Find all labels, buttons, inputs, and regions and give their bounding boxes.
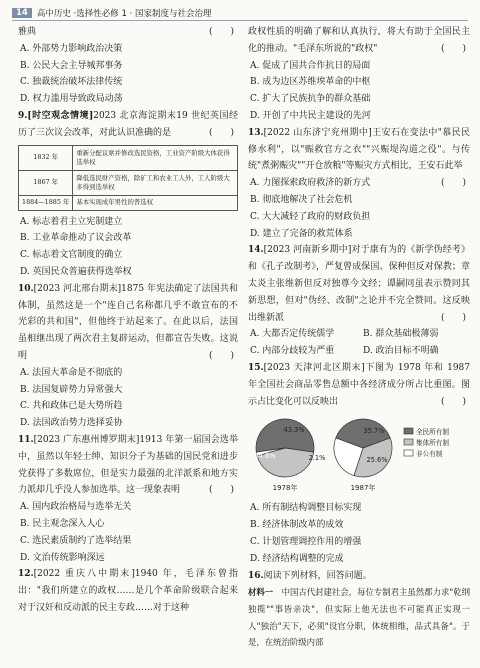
- table-row: [19, 170, 238, 195]
- chart-year-label: 1978年: [272, 484, 298, 493]
- question-text: [2023 广东惠州博罗期末]1913 年第一届国会选举中，虽然以年轻士绅、知识分子为基础的国民党和进步党获得了多数席位，但是实力最强的北洋派系和地方实力派却几乎没人参加选举。这一现象表明: [18, 434, 238, 496]
- question-16-stem: [248, 568, 470, 585]
- data-label: 54.6%: [254, 452, 276, 461]
- q8-stem-text: 雅典: [18, 27, 37, 37]
- reform-table: [18, 145, 238, 211]
- question-11-options: [18, 499, 238, 566]
- option-c: C. 扩大了民族抗争的群众基础: [250, 94, 371, 105]
- option-a: A. 所有制结构调整目标实现: [250, 503, 362, 514]
- pie-chart-svg: [248, 412, 470, 496]
- question-text: 政权性质的明确了解和认真执行，将大有助于全国民主化的推动。"毛泽东所说的"政权": [248, 27, 470, 54]
- table-text: 基本实现成年男性的普选权: [73, 195, 238, 210]
- question-number: 12.: [18, 569, 34, 580]
- question-tag: [时空观念情境]: [27, 110, 94, 121]
- question-15-stem: [248, 360, 470, 410]
- material-one: [248, 584, 470, 650]
- question-number: 15.: [248, 362, 264, 373]
- option-b: B. 成为边区苏维埃革命的中枢: [250, 77, 371, 88]
- option-c: C. 标志着文官制度的确立: [20, 250, 123, 261]
- question-13-options: [248, 175, 470, 242]
- header-rule: [12, 20, 468, 21]
- left-column: [18, 24, 238, 617]
- table-row: [19, 145, 238, 170]
- legend-label: 全民所有制: [416, 428, 449, 437]
- question-8-options: [18, 41, 238, 108]
- option-b: B. 彻底地解决了社会危机: [250, 194, 353, 205]
- option-a: A. 法国大革命是不彻底的: [20, 367, 123, 378]
- legend-swatch: [404, 428, 413, 434]
- question-10-options: [18, 365, 238, 432]
- question-14-options: [248, 326, 470, 360]
- option-d: D. 英国民众普遍获得选举权: [20, 266, 132, 277]
- legend-swatch: [404, 439, 413, 445]
- question-10-stem: [18, 281, 238, 365]
- page-header: [12, 4, 468, 21]
- question-text: 阅读下列材料，回答问题。: [263, 570, 372, 581]
- question-12-stem: [18, 566, 238, 616]
- legend-label: 非公有制: [416, 450, 443, 459]
- option-c: C. 独裁统治破坏法律传统: [20, 77, 123, 88]
- question-text: [2023 天津河北区期末]下图为 1978 年和 1987 年全国社会商品零售总额中各经济成分所占比重图。图示占比变化可以反映出: [248, 362, 470, 407]
- option-a: A. 力图探索政府救济的新方式: [250, 178, 371, 189]
- option-d: D. 文治传统影响深远: [20, 552, 105, 563]
- data-label: 35.7%: [363, 427, 385, 436]
- option-a: A. 标志着君主立宪制建立: [20, 216, 123, 227]
- question-number: 13.: [248, 127, 264, 138]
- table-row: [19, 195, 238, 210]
- header-title: 高中历史 ·选择性必修 1 · 国家制度与社会治理: [36, 8, 212, 19]
- question-12-options: [248, 58, 470, 125]
- answer-blank: ( ): [208, 350, 234, 361]
- question-number: 10.: [18, 283, 34, 294]
- question-text: [2023 河南新乡期中]对于康有为的《新学伪经考》和《孔子改制考》，严复曾成保国、保种但反对保教；章太炎主张维新但反对独尊今文经；谭嗣同虽表示赞同其新思想，但对"伪经、改制"之论并不完全赞同。这反映出维新派: [248, 245, 470, 323]
- option-b: B. 工业革命推动了议会改革: [20, 233, 132, 244]
- table-text: 重新分配议席并修改选民资格，工业资产阶级大体获得选举权: [73, 145, 238, 170]
- option-c: C. 大大减轻了政府的财政负担: [250, 211, 371, 222]
- answer-blank: ( ): [208, 27, 234, 37]
- question-number: 11.: [18, 434, 34, 445]
- pie-slice: [256, 419, 314, 452]
- option-c: C. 内部分歧较为严重: [250, 346, 335, 357]
- data-label: 38.7%: [336, 450, 358, 459]
- question-12-continued: [248, 24, 470, 58]
- option-d: D. 法国政治势力选择妥协: [20, 418, 123, 429]
- option-a: A. 大都否定传统儒学: [250, 329, 335, 340]
- option-b: B. 公民大会主导城邦事务: [20, 60, 123, 71]
- option-b: B. 法国复辟势力异常强大: [20, 384, 123, 395]
- option-d: D. 政治目标不明确: [363, 346, 439, 357]
- table-year: 1832 年: [19, 145, 73, 170]
- legend-label: 集体所有制: [416, 439, 449, 448]
- data-label: 43.3%: [283, 426, 305, 435]
- data-label: 2.1%: [308, 454, 326, 463]
- right-column: [248, 24, 470, 651]
- chart-year-label: 1987年: [350, 484, 376, 493]
- answer-blank: ( ): [440, 178, 466, 189]
- option-d: D. 建立了完备的救荒体系: [250, 228, 353, 239]
- question-text: [2022 重庆八中期末]1940 年，毛泽东曾指出："我们所建立的政权……是几个革命阶级联合起来对于汉奸和反动派的民主专政……对于这种: [18, 569, 238, 613]
- question-number: 16.: [248, 570, 264, 581]
- question-number: 9.: [18, 110, 28, 121]
- question-14-stem: [248, 242, 470, 326]
- option-a: A. 外部势力影响政治决策: [20, 43, 123, 54]
- pie-charts: [248, 412, 470, 496]
- question-text: [2022 山东济宁兖州期中]王安石在变法中"慕民民修水利"，以"赈救官方之衣""兴赈堤沟道之役"。与传统"煮粥赈灾""开仓放粮"等赈灾方式相比，王安石此举: [248, 127, 470, 172]
- question-9-stem: [18, 108, 238, 142]
- question-8-stem-tail: [18, 24, 238, 41]
- data-label: 25.6%: [366, 456, 388, 465]
- question-9-options: [18, 214, 238, 281]
- answer-blank: ( ): [440, 396, 466, 407]
- option-a: A. 国内政治格局与选举无关: [20, 502, 132, 513]
- question-text: [2023 河北邢台期末]1875 年宪法确定了法国共和体制，虽然这是一个"连自己名称都几乎不敢宣布的不光彩的共和国"，但他终于站起来了。在此以后，法国虽相继出现了两次君主复辟运动，但都宣告失败。这说明: [18, 283, 238, 361]
- option-b: B. 经济体制改革的成效: [250, 520, 344, 531]
- option-d: D. 经济结构调整的完成: [250, 553, 344, 564]
- question-15-options: [248, 500, 470, 567]
- table-year: 1884—1885 年: [19, 195, 73, 210]
- question-number: 14.: [248, 245, 264, 256]
- material-text: 中国古代封建社会，每位专制君主虽然都力求"乾纲独揽""事皆亲决"，但实际上他无法也不可能真正实现一人"独治"天下，必须"设官分职，体统相维，品式具备"。于是，在统治阶级内部: [248, 587, 470, 648]
- question-11-stem: [18, 432, 238, 499]
- material-label: 材料一: [248, 587, 274, 598]
- page-number: 14: [12, 8, 32, 18]
- table-year: 1867 年: [19, 170, 73, 195]
- option-d: D. 开创了中共民主建设的先河: [250, 110, 371, 121]
- option-b: B. 民主观念深入人心: [20, 518, 105, 529]
- answer-blank: ( ): [208, 485, 234, 496]
- option-d: D. 权力滥用导致政局动荡: [20, 94, 123, 105]
- option-a: A. 促成了国共合作抗日的局面: [250, 60, 371, 71]
- answer-blank: ( ): [440, 312, 466, 323]
- answer-blank: ( ): [440, 43, 466, 54]
- option-b: B. 群众基础极薄弱: [363, 329, 439, 340]
- answer-blank: ( ): [208, 127, 234, 138]
- option-c: C. 选民素质制约了选举结果: [20, 535, 132, 546]
- table-text: 降低选民财产资格，除矿工和农业工人外，工人阶级大多得到选举权: [73, 170, 238, 195]
- legend-swatch: [404, 450, 413, 456]
- option-c: C. 计划管理调控作用的增强: [250, 536, 362, 547]
- option-c: C. 共和政体已是大势所趋: [20, 401, 123, 412]
- question-text: 2023 北京海淀期末19 世纪英国经历了三次议会改革，对此认识准确的是: [18, 110, 238, 138]
